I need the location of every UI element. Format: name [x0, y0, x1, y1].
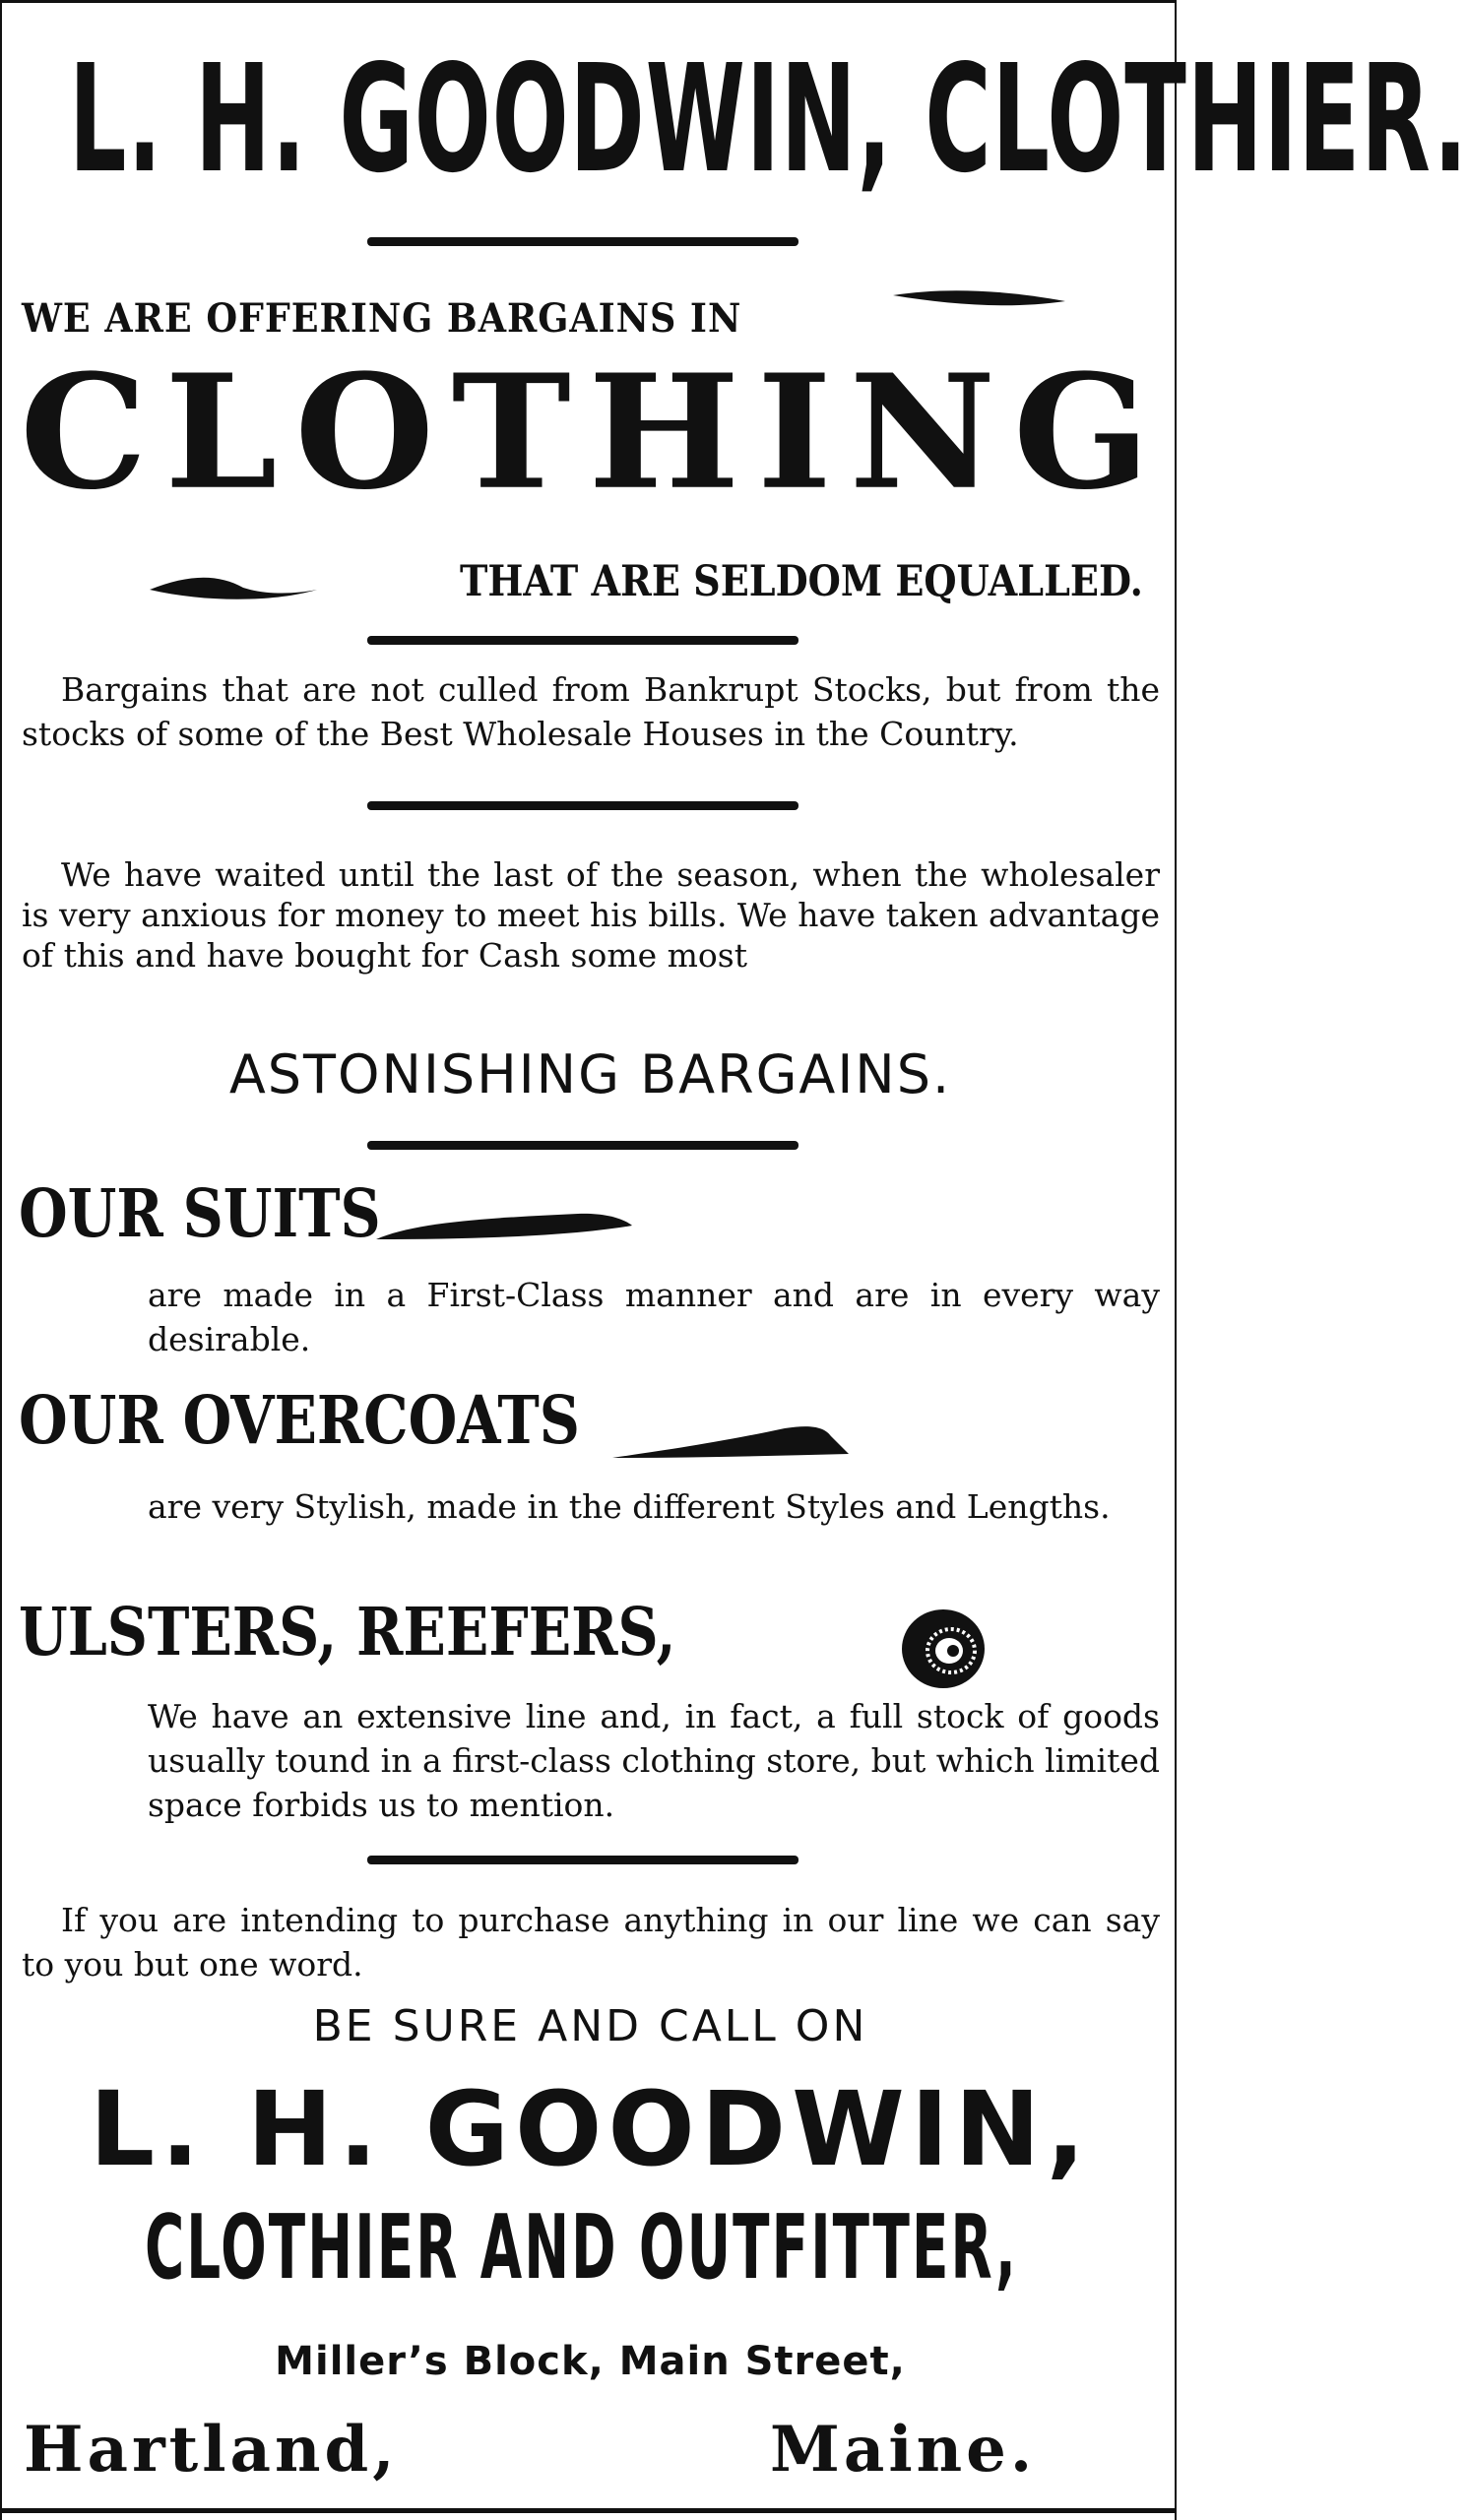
offer-tagline: THAT ARE SELDOM EQUALLED. [460, 556, 1143, 606]
overcoats-heading: OUR OVERCOATS [19, 1382, 580, 1461]
suits-description: are made in a First-Class manner and are in every way desirable. [148, 1276, 1160, 1358]
call-on-heading: BE SURE AND CALL ON [312, 2001, 868, 2051]
offer-intro: WE ARE OFFERING BARGAINS IN [22, 293, 742, 342]
waited-paragraph: We have waited until the last of the season, when the wholesaler is very anxious for money to meet his bills. We have taken advantage of this and have bought for Cash some most [22, 855, 1160, 975]
divider-rule [367, 237, 798, 246]
state-name: Maine. [770, 2413, 1037, 2487]
overcoats-description: are very Stylish, made in the different Styles and Lengths. [148, 1487, 1111, 1526]
ornament-circle-icon [900, 1607, 987, 1690]
divider-rule [367, 1856, 798, 1864]
astonishing-bargains-heading: ASTONISHING BARGAINS. [228, 1043, 952, 1105]
ornamental-flourish [893, 284, 1065, 313]
ulsters-reefers-heading: ULSTERS, REEFERS, [19, 1594, 676, 1672]
masthead-title: L. H. GOODWIN, CLOTHIER. [69, 32, 1469, 207]
headline-clothing: CLOTHING [20, 339, 1168, 525]
ornamental-flourish [612, 1424, 849, 1460]
divider-rule [367, 801, 798, 810]
ornamental-flourish [150, 574, 317, 603]
ornamental-flourish [376, 1210, 632, 1249]
divider-rule [367, 636, 798, 645]
bargains-paragraph: Bargains that are not culled from Bankrupt Stocks, but from the stocks of some of the Best Wholesale Houses in the Country. [22, 670, 1160, 753]
closing-paragraph: If you are intending to purchase anything in our line we can say to you but one word. [22, 1901, 1160, 1984]
address-line: Miller’s Block, Main Street, [275, 2339, 906, 2384]
goodwin-name: L. H. GOODWIN, [89, 2069, 1092, 2189]
divider-rule [367, 1141, 798, 1150]
ulsters-description: We have an extensive line and, in fact, a full stock of goods usually tound in a first-class clothing store, but which limited space forbids us to mention. [148, 1697, 1160, 1824]
clothier-outfitter-subtitle: CLOTHIER AND OUTFITTER, [145, 2195, 1018, 2300]
suits-heading: OUR SUITS [19, 1175, 381, 1254]
town-name: Hartland, [24, 2413, 399, 2487]
bottom-border [2, 2508, 1175, 2513]
